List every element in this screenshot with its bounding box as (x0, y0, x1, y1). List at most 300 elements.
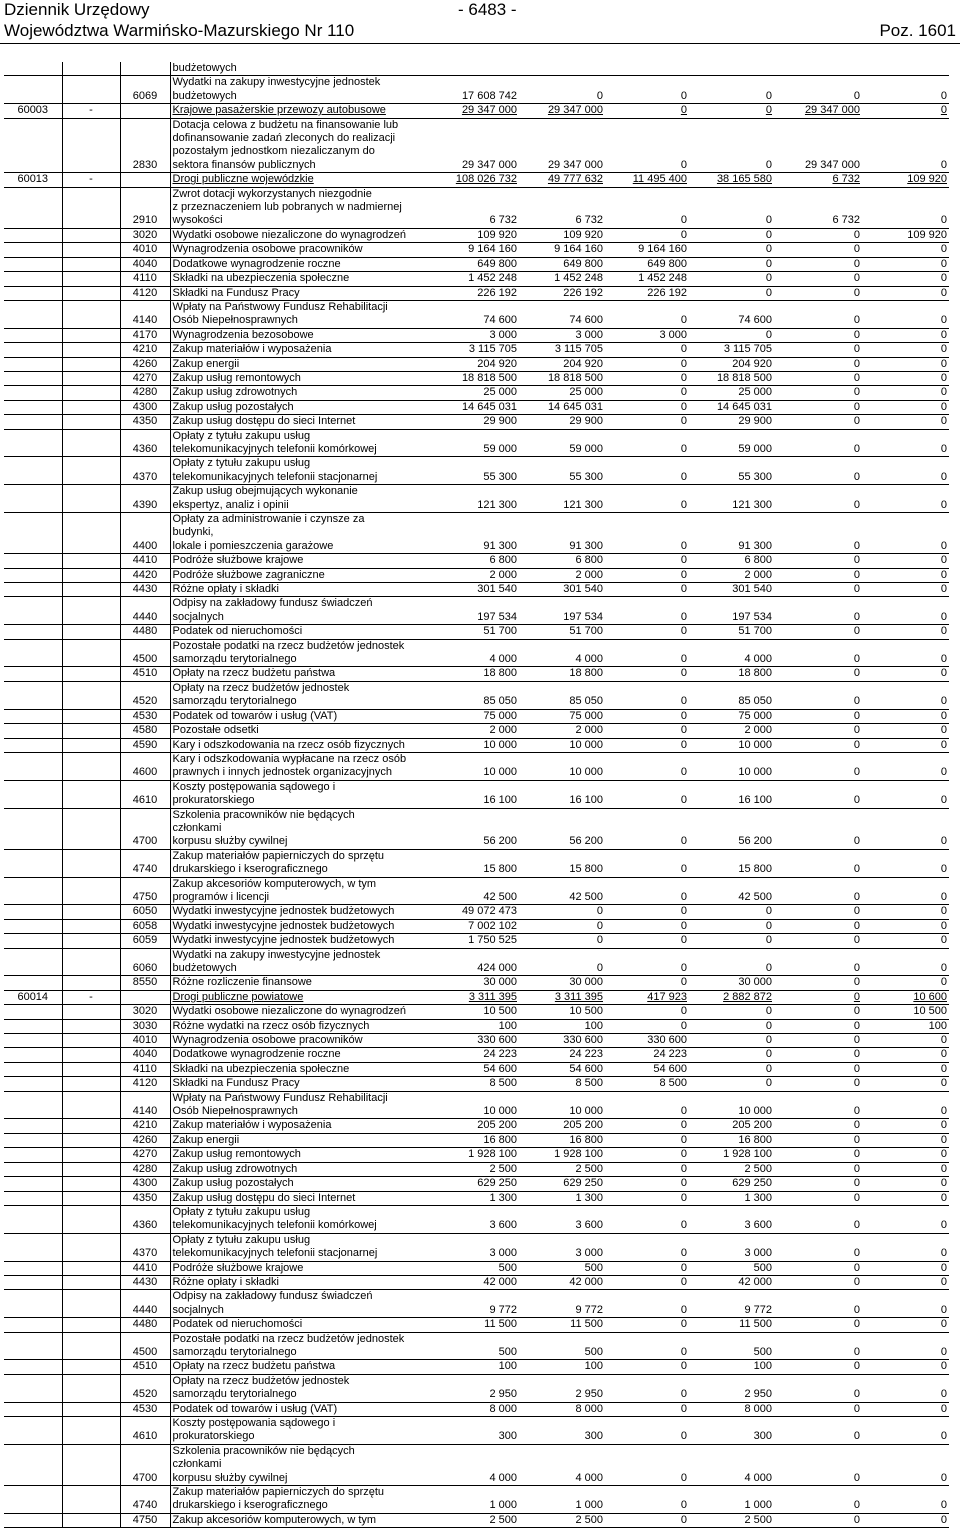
amount-cell: 42 000 (689, 1275, 774, 1289)
amount-cell: 0 (774, 877, 862, 905)
chapter-code (62, 1205, 120, 1233)
description-line: Różne rozliczenie finansowe (172, 976, 312, 989)
chapter-code (62, 752, 120, 780)
amount-cell: 0 (862, 357, 949, 371)
section-code (4, 1048, 62, 1062)
section-code (4, 1233, 62, 1261)
amount-cell: 59 000 (689, 429, 774, 457)
table-row (4, 905, 949, 919)
description-line: Wynagrodzenia osobowe pracowników (172, 1034, 363, 1047)
description-line: Zwrot dotacji wykorzystanych niezgodnie (172, 187, 372, 200)
amount-cell: 0 (774, 905, 862, 919)
description-line: Wpłaty na Państwowy Fundusz Rehabilitacji (172, 300, 388, 313)
description-line: Wydatki inwestycyjne jednostek budżetowych (172, 934, 395, 947)
paragraph-code: 4700 (120, 1444, 170, 1485)
amount-cell: 0 (774, 752, 862, 780)
paragraph-code: 6069 (120, 76, 170, 104)
amount-cell: 91 300 (689, 513, 774, 554)
description-line: Podatek od nieruchomości (172, 625, 303, 638)
description (170, 76, 435, 104)
paragraph-code: 4530 (120, 709, 170, 723)
amount-cell: 0 (605, 343, 689, 357)
amount-cell: 16 800 (435, 1133, 519, 1147)
amount-cell: 8 000 (689, 1402, 774, 1416)
description-line: socjalnych (172, 610, 224, 623)
amount-cell: 424 000 (435, 948, 519, 976)
amount-cell: 0 (605, 1290, 689, 1318)
description (170, 429, 435, 457)
section-code (4, 1444, 62, 1485)
description (170, 639, 435, 667)
description (170, 1486, 435, 1514)
description-line: Odpisy na zakładowy fundusz świadczeń (172, 597, 373, 610)
table-row (4, 752, 949, 780)
amount-cell: 2 950 (519, 1374, 605, 1402)
section-code (4, 1205, 62, 1233)
description-line: Zakup usług zdrowotnych (172, 1162, 298, 1175)
amount-cell: 3 000 (605, 328, 689, 342)
description-line: Wydatki osobowe niezaliczone do wynagrodzeń (172, 228, 406, 241)
description (170, 681, 435, 709)
amount-cell: 56 200 (519, 808, 605, 849)
section-code (4, 1332, 62, 1360)
amount-cell: 2 882 872 (689, 990, 774, 1004)
section-code (4, 118, 62, 173)
amount-cell: 1 000 (519, 1486, 605, 1514)
table-row (4, 1119, 949, 1133)
description-line: Podatek od towarów i usług (VAT) (172, 1402, 338, 1415)
chapter-code (62, 118, 120, 173)
paragraph-code: 2830 (120, 118, 170, 173)
amount-cell: 300 (689, 1417, 774, 1445)
amount-cell: 85 050 (435, 681, 519, 709)
table-row (4, 343, 949, 357)
amount-cell: 10 000 (435, 738, 519, 752)
amount-cell: 51 700 (689, 625, 774, 639)
amount-cell: 0 (774, 1233, 862, 1261)
amount-cell: 8 500 (605, 1077, 689, 1091)
table-row (4, 1133, 949, 1147)
description (170, 990, 435, 1004)
amount-cell: 0 (862, 1417, 949, 1445)
amount-cell: 0 (689, 243, 774, 257)
amount-cell: 0 (605, 371, 689, 385)
amount-cell: 25 000 (689, 386, 774, 400)
description (170, 625, 435, 639)
amount-cell: 2 000 (689, 724, 774, 738)
amount-cell: 3 000 (435, 1233, 519, 1261)
amount-cell (519, 62, 605, 76)
amount-cell: 121 300 (519, 485, 605, 513)
amount-cell: 0 (862, 639, 949, 667)
description-line: korpusu służby cywilnej (172, 835, 288, 848)
amount-cell: 0 (862, 583, 949, 597)
paragraph-code: 4480 (120, 1318, 170, 1332)
amount-cell: 0 (605, 639, 689, 667)
description-line: ekspertyz, analiz i opinii (172, 498, 289, 511)
section-code (4, 976, 62, 990)
amount-cell: 0 (862, 976, 949, 990)
amount-cell: 24 223 (435, 1048, 519, 1062)
amount-cell: 0 (605, 667, 689, 681)
section-code (4, 286, 62, 300)
amount-cell: 1 928 100 (519, 1148, 605, 1162)
amount-cell: 1 750 525 (435, 934, 519, 948)
description-line: Drogi publiczne powiatowe (172, 990, 304, 1003)
amount-cell: 0 (605, 1513, 689, 1527)
amount-cell: 4 000 (435, 1444, 519, 1485)
chapter-code (62, 457, 120, 485)
description (170, 1374, 435, 1402)
amount-cell: 330 600 (605, 1034, 689, 1048)
description-line: Opłaty z tytułu zakupu usług (172, 457, 311, 470)
section-code (4, 808, 62, 849)
description-line: członkami (172, 821, 222, 834)
amount-cell: 0 (605, 300, 689, 328)
section-code (4, 257, 62, 271)
description-line: Wynagrodzenia osobowe pracowników (172, 243, 363, 256)
chapter-code (62, 583, 120, 597)
description (170, 104, 435, 118)
chapter-code (62, 429, 120, 457)
chapter-code (62, 228, 120, 242)
description (170, 934, 435, 948)
amount-cell: 0 (774, 1332, 862, 1360)
amount-cell: 0 (774, 343, 862, 357)
amount-cell: 18 800 (689, 667, 774, 681)
amount-cell: 3 115 705 (689, 343, 774, 357)
amount-cell: 49 777 632 (519, 173, 605, 187)
paragraph-code: 4390 (120, 485, 170, 513)
amount-cell: 0 (774, 76, 862, 104)
description (170, 328, 435, 342)
amount-cell: 75 000 (519, 709, 605, 723)
chapter-code (62, 780, 120, 808)
section-code (4, 357, 62, 371)
amount-cell: 0 (774, 1290, 862, 1318)
description (170, 667, 435, 681)
amount-cell: 0 (862, 1119, 949, 1133)
description (170, 1034, 435, 1048)
description-line: Zakup usług zdrowotnych (172, 386, 298, 399)
section-code (4, 1005, 62, 1019)
amount-cell: 0 (862, 724, 949, 738)
description-line: telekomunikacyjnych telefonii komórkowej (172, 442, 377, 455)
chapter-code (62, 934, 120, 948)
paragraph-code: 4260 (120, 357, 170, 371)
table-row (4, 597, 949, 625)
chapter-code (62, 76, 120, 104)
amount-cell: 10 500 (519, 1005, 605, 1019)
table-row (4, 1077, 949, 1091)
amount-cell: 0 (774, 639, 862, 667)
amount-cell: 204 920 (689, 357, 774, 371)
amount-cell: 6 732 (435, 187, 519, 228)
table-row (4, 328, 949, 342)
amount-cell: 649 800 (605, 257, 689, 271)
amount-cell: 1 300 (435, 1191, 519, 1205)
table-row (4, 228, 949, 242)
description (170, 272, 435, 286)
chapter-code (62, 1332, 120, 1360)
chapter-code (62, 625, 120, 639)
amount-cell: 0 (605, 948, 689, 976)
description (170, 1444, 435, 1485)
amount-cell: 0 (605, 187, 689, 228)
section-code (4, 877, 62, 905)
table-row (4, 583, 949, 597)
paragraph-code: 3020 (120, 1005, 170, 1019)
amount-cell: 0 (774, 1318, 862, 1332)
table-row (4, 780, 949, 808)
section-code (4, 1486, 62, 1514)
page-header (0, 0, 960, 44)
amount-cell: 0 (774, 457, 862, 485)
description (170, 919, 435, 933)
amount-cell: 3 115 705 (519, 343, 605, 357)
section-code (4, 568, 62, 582)
description-line: telekomunikacyjnych telefonii komórkowej (172, 1219, 377, 1232)
chapter-code (62, 724, 120, 738)
description-line: Opłaty z tytułu zakupu usług (172, 1233, 311, 1246)
amount-cell: 0 (689, 1019, 774, 1033)
table-row (4, 709, 949, 723)
amount-cell: 0 (689, 1034, 774, 1048)
chapter-code (62, 62, 120, 76)
description (170, 1417, 435, 1445)
amount-cell: 1 300 (689, 1191, 774, 1205)
amount-cell: 74 600 (689, 300, 774, 328)
section-code (4, 429, 62, 457)
table-row (4, 1005, 949, 1019)
description-line: Wydatki inwestycyjne jednostek budżetowych (172, 919, 395, 932)
table-row (4, 1402, 949, 1416)
amount-cell: 226 192 (435, 286, 519, 300)
amount-cell: 0 (774, 1119, 862, 1133)
amount-cell: 30 000 (689, 976, 774, 990)
amount-cell (862, 62, 949, 76)
amount-cell: 2 000 (435, 724, 519, 738)
table-row (4, 724, 949, 738)
amount-cell: 0 (862, 1148, 949, 1162)
paragraph-code: 4170 (120, 328, 170, 342)
table-row (4, 415, 949, 429)
amount-cell: 0 (605, 1275, 689, 1289)
amount-cell: 0 (605, 1417, 689, 1445)
description (170, 357, 435, 371)
amount-cell: 100 (519, 1019, 605, 1033)
description (170, 905, 435, 919)
description-line: Wydatki inwestycyjne jednostek budżetowych (172, 905, 395, 918)
description (170, 243, 435, 257)
paragraph-code: 4480 (120, 625, 170, 639)
section-code (4, 485, 62, 513)
amount-cell: 6 800 (435, 554, 519, 568)
amount-cell: 0 (605, 808, 689, 849)
paragraph-code (120, 104, 170, 118)
section-code (4, 554, 62, 568)
section-code (4, 300, 62, 328)
amount-cell: 0 (605, 681, 689, 709)
amount-cell: 0 (862, 513, 949, 554)
amount-cell: 6 732 (774, 187, 862, 228)
table-row (4, 919, 949, 933)
amount-cell: 0 (774, 257, 862, 271)
amount-cell: 0 (862, 1290, 949, 1318)
description-line: Zakup usług dostępu do sieci Internet (172, 1191, 356, 1204)
amount-cell: 0 (605, 1119, 689, 1133)
table-row (4, 1191, 949, 1205)
amount-cell: 0 (774, 1019, 862, 1033)
amount-cell: 197 534 (689, 597, 774, 625)
amount-cell: 0 (689, 1062, 774, 1076)
description-line: telekomunikacyjnych telefonii stacjonarnej (172, 1247, 378, 1260)
chapter-code (62, 1019, 120, 1033)
amount-cell: 0 (605, 1402, 689, 1416)
amount-cell: 0 (774, 1034, 862, 1048)
description-line: Pozostałe podatki na rzecz budżetów jednostek (172, 1332, 405, 1345)
paragraph-code: 4500 (120, 639, 170, 667)
amount-cell: 18 818 500 (435, 371, 519, 385)
amount-cell: 0 (774, 780, 862, 808)
amount-cell: 9 772 (689, 1290, 774, 1318)
amount-cell: 0 (605, 104, 689, 118)
section-code: 60003 (4, 104, 62, 118)
description (170, 457, 435, 485)
description-line: Koszty postępowania sądowego i (172, 780, 336, 793)
page-number: - 6483 - (458, 0, 517, 19)
amount-cell: 6 732 (774, 173, 862, 187)
table-row (4, 1019, 949, 1033)
amount-cell: 0 (862, 905, 949, 919)
amount-cell: 0 (862, 849, 949, 877)
amount-cell: 100 (862, 1019, 949, 1033)
amount-cell: 4 000 (689, 639, 774, 667)
amount-cell: 0 (862, 709, 949, 723)
amount-cell: 300 (519, 1417, 605, 1445)
description-line: Odpisy na zakładowy fundusz świadczeń (172, 1290, 373, 1303)
description-line: drukarskiego i kserograficznego (172, 863, 328, 876)
amount-cell: 301 540 (689, 583, 774, 597)
amount-cell: 38 165 580 (689, 173, 774, 187)
description-line: członkami (172, 1458, 222, 1471)
amount-cell: 9 164 160 (519, 243, 605, 257)
chapter-code (62, 1444, 120, 1485)
chapter-code (62, 1513, 120, 1527)
amount-cell: 16 800 (519, 1133, 605, 1147)
amount-cell: 1 452 248 (519, 272, 605, 286)
amount-cell: 0 (605, 1486, 689, 1514)
amount-cell: 0 (862, 415, 949, 429)
description (170, 554, 435, 568)
amount-cell: 18 800 (435, 667, 519, 681)
amount-cell: 0 (862, 104, 949, 118)
table-row (4, 386, 949, 400)
amount-cell: 0 (605, 1360, 689, 1374)
amount-cell: 0 (774, 1444, 862, 1485)
amount-cell: 204 920 (519, 357, 605, 371)
description-line: Zakup akcesoriów komputerowych, w tym (172, 1513, 377, 1526)
description (170, 780, 435, 808)
chapter-code (62, 568, 120, 582)
amount-cell: 29 900 (435, 415, 519, 429)
description-line: telekomunikacyjnych telefonii stacjonarnej (172, 470, 378, 483)
paragraph-code: 4400 (120, 513, 170, 554)
paragraph-code: 4120 (120, 286, 170, 300)
amount-cell: 0 (862, 1402, 949, 1416)
table-row (4, 257, 949, 271)
amount-cell: 0 (605, 1191, 689, 1205)
amount-cell: 109 920 (519, 228, 605, 242)
chapter-code (62, 1133, 120, 1147)
amount-cell (689, 62, 774, 76)
chapter-code (62, 243, 120, 257)
description-line: Opłaty z tytułu zakupu usług (172, 1205, 311, 1218)
amount-cell: 0 (774, 976, 862, 990)
description-line: Zakup usług dostępu do sieci Internet (172, 415, 356, 428)
amount-cell: 10 000 (519, 752, 605, 780)
paragraph-code: 4360 (120, 1205, 170, 1233)
amount-cell: 0 (689, 228, 774, 242)
section-code (4, 371, 62, 385)
chapter-code (62, 709, 120, 723)
table-row (4, 400, 949, 414)
amount-cell: 3 311 395 (435, 990, 519, 1004)
amount-cell: 0 (605, 877, 689, 905)
description-line: Podatek od towarów i usług (VAT) (172, 709, 338, 722)
chapter-code (62, 1360, 120, 1374)
amount-cell: 10 000 (519, 1091, 605, 1119)
description (170, 1318, 435, 1332)
amount-cell: 0 (774, 1133, 862, 1147)
description (170, 1402, 435, 1416)
amount-cell: 500 (435, 1332, 519, 1360)
amount-cell: 25 000 (519, 386, 605, 400)
amount-cell: 11 500 (435, 1318, 519, 1332)
amount-cell: 59 000 (519, 429, 605, 457)
amount-cell: 100 (689, 1360, 774, 1374)
description-line: Różne opłaty i składki (172, 583, 279, 596)
description (170, 1091, 435, 1119)
paragraph-code: 4370 (120, 457, 170, 485)
amount-cell: 10 600 (862, 990, 949, 1004)
amount-cell: 3 600 (689, 1205, 774, 1233)
amount-cell: 0 (862, 780, 949, 808)
amount-cell: 9 772 (519, 1290, 605, 1318)
table-row (4, 1332, 949, 1360)
description-line: Pozostałe odsetki (172, 724, 259, 737)
description-line: budżetowych (172, 89, 237, 102)
amount-cell: 0 (689, 104, 774, 118)
description (170, 173, 435, 187)
amount-cell: 6 800 (689, 554, 774, 568)
paragraph-code: 3020 (120, 228, 170, 242)
paragraph-code: 4260 (120, 1133, 170, 1147)
amount-cell: 30 000 (519, 976, 605, 990)
table-row (4, 357, 949, 371)
amount-cell: 0 (862, 808, 949, 849)
amount-cell: 0 (774, 1062, 862, 1076)
description-line: Składki na ubezpieczenia społeczne (172, 1062, 350, 1075)
chapter-code (62, 371, 120, 385)
amount-cell: 10 500 (435, 1005, 519, 1019)
amount-cell: 0 (774, 625, 862, 639)
description (170, 300, 435, 328)
description (170, 849, 435, 877)
section-code (4, 1177, 62, 1191)
amount-cell: 30 000 (435, 976, 519, 990)
section-code (4, 934, 62, 948)
